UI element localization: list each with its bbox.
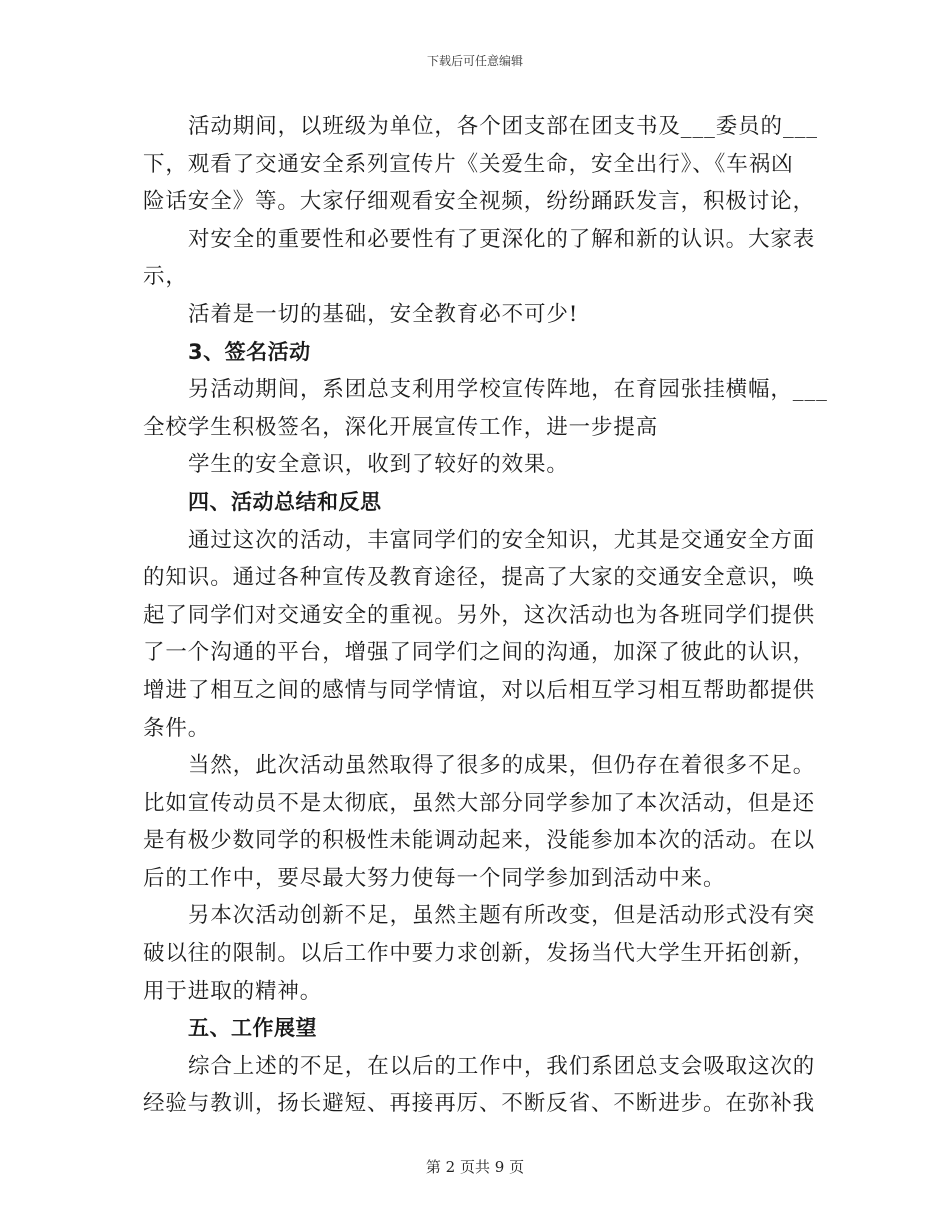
section-heading: 五、工作展望 <box>188 1016 317 1041</box>
paragraph-line: 学生的安全意识，收到了较好的效果。 <box>188 452 569 478</box>
paragraph-line: 增进了相互之间的感情与同学情谊，对以后相互学习相互帮助都提供 <box>143 677 816 703</box>
page-header: 下载后可任意编辑 <box>426 54 523 68</box>
paragraph-line: 另活动期间，系团总支利用学校宣传阵地，在育园张挂横幅，___ <box>188 377 828 403</box>
paragraph-line: 活着是一切的基础，安全教育必不可少! <box>188 301 579 327</box>
paragraph-line: 当然，此次活动虽然取得了很多的成果，但仍存在着很多不足。 <box>188 753 816 779</box>
paragraph-line: 经验与教训，扬长避短、再接再厉、不断反省、不断进步。在弥补我 <box>143 1091 816 1117</box>
paragraph-line: 了一个沟通的平台，增强了同学们之间的沟通，加深了彼此的认识， <box>143 640 816 666</box>
document-body <box>143 108 828 1123</box>
section-heading: 四、活动总结和反思 <box>188 489 382 514</box>
paragraph-line: 比如宣传动员不是太彻底，虽然大部分同学参加了本次活动，但是还 <box>143 790 816 816</box>
paragraph-line: 下，观看了交通安全系列宣传片《关爱生命，安全出行》、《车祸凶 <box>143 151 794 177</box>
paragraph-line: 示， <box>143 264 188 290</box>
paragraph-line: 另本次活动创新不足，虽然主题有所改变，但是活动形式没有突 <box>188 903 816 929</box>
paragraph-line: 是有极少数同学的积极性未能调动起来，没能参加本次的活动。在以 <box>143 828 816 854</box>
paragraph-line: 对安全的重要性和必要性有了更深化的了解和新的认识。大家表 <box>188 226 816 252</box>
paragraph-line: 后的工作中，要尽最大努力使每一个同学参加到活动中来。 <box>143 865 726 891</box>
paragraph-line: 综合上述的不足，在以后的工作中，我们系团总支会吸取这次的 <box>188 1053 816 1079</box>
paragraph-line: 险话安全》等。大家仔细观看安全视频，纷纷踊跃发言，积极讨论， <box>143 189 816 215</box>
paragraph-line: 用于进取的精神。 <box>143 978 323 1004</box>
paragraph-line: 破以往的限制。以后工作中要力求创新，发扬当代大学生开拓创新， <box>143 941 816 967</box>
page-number-footer: 第 2 页共 9 页 <box>425 1158 525 1176</box>
paragraph-line: 条件。 <box>143 715 211 741</box>
paragraph-line: 全校学生积极签名，深化开展宣传工作，进一步提高 <box>143 414 659 440</box>
paragraph-line: 活动期间，以班级为单位，各个团支部在团支书及___委员的___ <box>188 114 818 139</box>
paragraph-line: 通过这次的活动，丰富同学们的安全知识，尤其是交通安全方面 <box>188 527 816 553</box>
paragraph-line: 起了同学们对交通安全的重视。另外，这次活动也为各班同学们提供 <box>143 602 816 628</box>
paragraph-line: 的知识。通过各种宣传及教育途径，提高了大家的交通安全意识，唤 <box>143 565 816 591</box>
section-heading: 3、签名活动 <box>188 339 311 364</box>
